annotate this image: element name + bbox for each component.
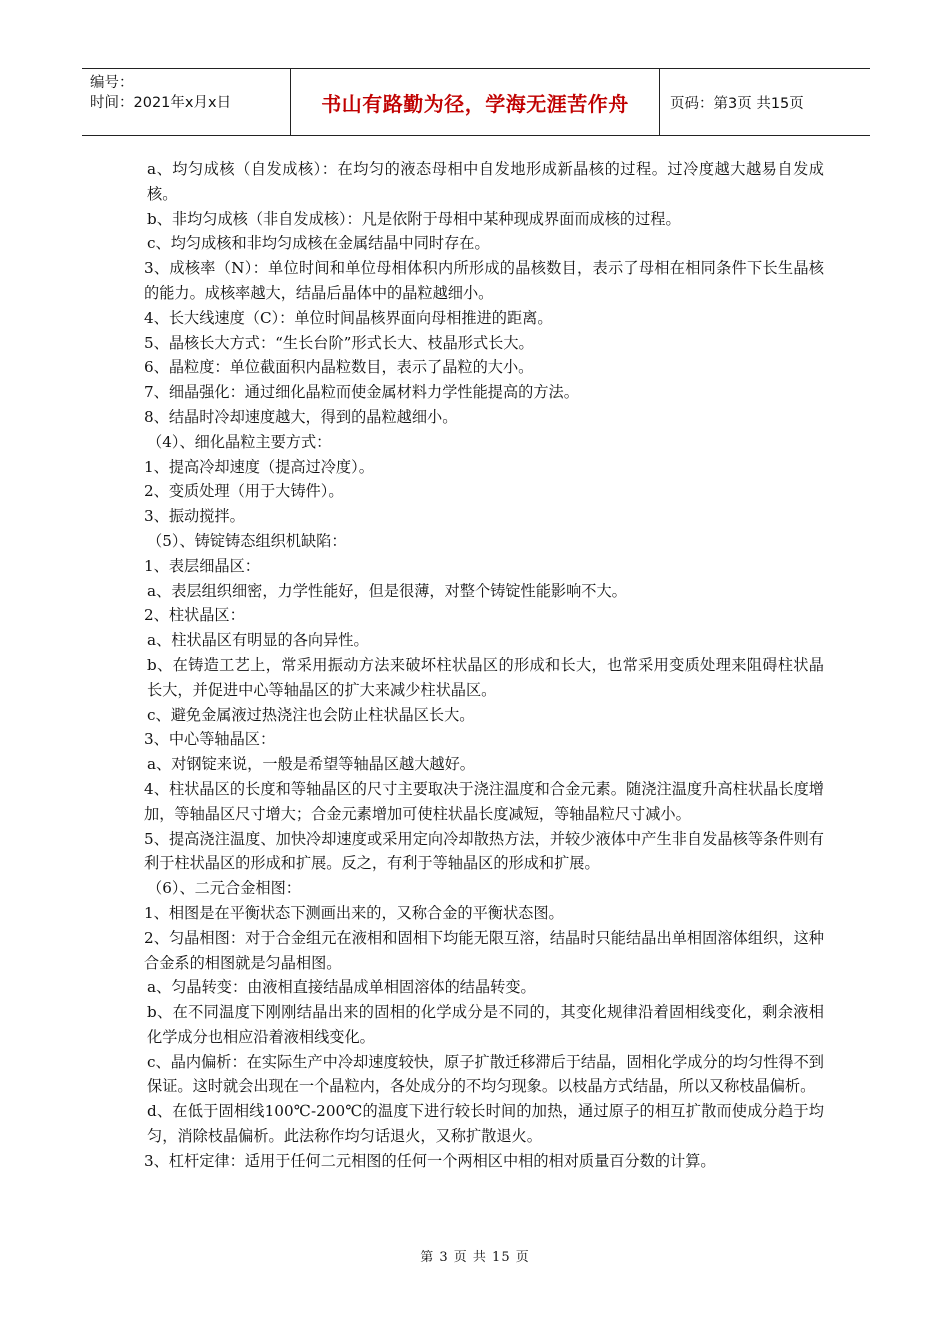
body-paragraph: 2、匀晶相图：对于合金组元在液相和固相下均能无限互溶，结晶时只能结晶出单相固溶体组织，这种合金系的相图就是匀晶相图。: [144, 928, 824, 972]
body-paragraph: c、晶内偏析：在实际生产中冷却速度较快，原子扩散迁移滞后于结晶，固相化学成分的均匀性得不到保证。这时就会出现在一个晶粒内，各处成分的不均匀现象。以枝晶方式结晶，所以又称枝晶偏析。: [147, 1052, 824, 1096]
body-paragraph: 8、结晶时冷却速度越大，得到的晶粒越细小。: [144, 407, 458, 426]
page-header: [82, 68, 870, 136]
header-page-info: 页码：第3页 共15页: [670, 95, 804, 112]
header-motto: 书山有路勤为径，学海无涯苦作舟: [291, 69, 660, 136]
body-paragraph: 2、变质处理（用于大铸件）。: [144, 482, 344, 501]
body-paragraph: 2、柱状晶区：: [144, 606, 245, 625]
body-paragraph: 6、晶粒度：单位截面积内晶粒数目，表示了晶粒的大小。: [144, 358, 534, 377]
body-paragraph: b、在不同温度下刚刚结晶出来的固相的化学成分是不同的，其变化规律沿着固相线变化，剩余液相化学成分也相应沿着液相线变化。: [147, 1003, 824, 1046]
body-paragraph: b、非均匀成核（非自发成核）：凡是依附于母相中某种现成界面而成核的过程。: [147, 209, 681, 228]
header-meta: [82, 69, 291, 136]
body-paragraph: c、均匀成核和非均匀成核在金属结晶中同时存在。: [147, 234, 490, 253]
body-paragraph: （4）、细化晶粒主要方式：: [147, 432, 332, 451]
body-paragraph: 5、提高浇注温度、加快冷却速度或采用定向冷却散热方法，并较少液体中产生非自发晶核等条件则有利于柱状晶区的形成和扩展。反之，有利于等轴晶区的形成和扩展。: [144, 829, 824, 873]
body-paragraph: a、均匀成核（自发成核）：在均匀的液态母相中自发地形成新晶核的过程。过冷度越大越易自发成核。: [147, 160, 824, 203]
body-paragraph: a、表层组织细密，力学性能好，但是很薄，对整个铸锭性能影响不大。: [147, 581, 627, 600]
body-paragraph: 4、柱状晶区的长度和等轴晶区的尺寸主要取决于浇注温度和合金元素。随浇注温度升高柱状晶长度增加，等轴晶区尺寸增大；合金元素增加可使柱状晶长度减短，等轴晶粒尺寸减小。: [144, 779, 824, 823]
body-paragraph: （6）、二元合金相图：: [147, 879, 301, 898]
body-paragraph: b、在铸造工艺上，常采用振动方法来破坏柱状晶区的形成和长大，也常采用变质处理来阻碍柱状晶长大，并促进中心等轴晶区的扩大来减少柱状晶区。: [147, 655, 824, 699]
body-paragraph: c、避免金属液过热浇注也会防止柱状晶区长大。: [147, 705, 475, 724]
body-paragraph: 7、细晶强化：通过细化晶粒而使金属材料力学性能提高的方法。: [144, 383, 579, 402]
document-body: [144, 157, 824, 1174]
body-paragraph: d、在低于固相线100℃-200℃的温度下进行较长时间的加热，通过原子的相互扩散而使成分趋于均匀，消除枝晶偏析。此法称作均匀话退火，又称扩散退火。: [147, 1102, 824, 1146]
body-paragraph: 1、相图是在平衡状态下测画出来的，又称合金的平衡状态图。: [144, 903, 564, 922]
body-paragraph: 1、表层细晶区：: [144, 556, 260, 575]
body-paragraph: 5、晶核长大方式：“生长台阶”形式长大、枝晶形式长大。: [144, 333, 534, 352]
document-number-label: 编号：: [90, 75, 134, 91]
body-paragraph: a、柱状晶区有明显的各向异性。: [147, 631, 369, 650]
page-footer: 第 3 页 共 15 页: [420, 1250, 530, 1265]
body-paragraph: 4、长大线速度（C）：单位时间晶核界面向母相推进的距离。: [144, 308, 553, 327]
document-date-label: 时间：2021年x月x日: [90, 95, 232, 111]
body-paragraph: 1、提高冷却速度（提高过冷度）。: [144, 457, 374, 476]
body-paragraph: （5）、铸锭铸态组织机缺陷：: [147, 531, 347, 550]
body-paragraph: 3、成核率（N）：单位时间和单位母相体积内所形成的晶核数目，表示了母相在相同条件下长生晶核的能力。成核率越大，结晶后晶体中的晶粒越细小。: [144, 259, 824, 302]
body-paragraph: 3、杠杆定律：适用于任何二元相图的任何一个两相区中相的相对质量百分数的计算。: [144, 1151, 716, 1170]
body-paragraph: a、匀晶转变：由液相直接结晶成单相固溶体的结晶转变。: [147, 978, 536, 997]
body-paragraph: 3、中心等轴晶区：: [144, 730, 276, 749]
body-paragraph: 3、振动搅拌。: [144, 507, 245, 526]
body-paragraph: a、对钢锭来说，一般是希望等轴晶区越大越好。: [147, 755, 475, 774]
